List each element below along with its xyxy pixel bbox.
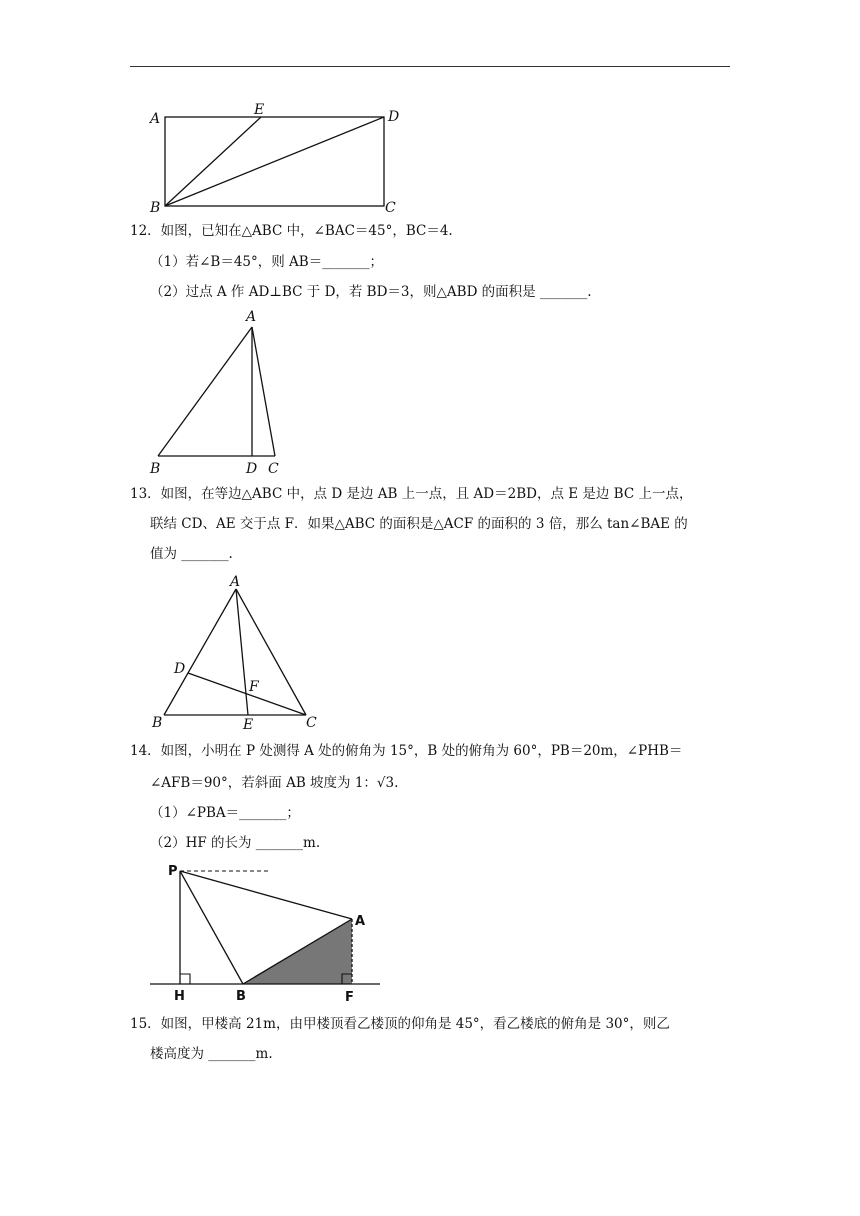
label-A: A (355, 914, 366, 929)
q12-part2: （2）过点 A 作 AD⊥BC 于 D，若 BD＝3，则△ABD 的面积是 _______. (150, 284, 592, 300)
q14-part2: （2）HF 的长为 _______m. (150, 835, 321, 851)
q14-line2: ∠AFB＝90°，若斜面 AB 坡度为 1：√3. (150, 775, 399, 791)
q13-line3: 值为 _______. (150, 546, 233, 562)
equilateral-triangle-figure (140, 572, 330, 732)
label-B: B (150, 461, 161, 477)
label-E: E (243, 717, 254, 732)
q14-line1: 14．如图，小明在 P 处测得 A 处的俯角为 15°，B 处的俯角为 60°，PB＝20m，∠PHB＝ (130, 743, 683, 759)
label-C: C (385, 200, 396, 216)
label-D: D (246, 461, 258, 477)
label-A: A (150, 111, 161, 127)
slope-figure (140, 856, 390, 1006)
label-C: C (306, 715, 317, 731)
q12-part1: （1）若∠B＝45°，则 AB＝_______； (150, 254, 383, 270)
rectangle-figure (140, 96, 410, 218)
label-B: B (150, 200, 161, 216)
label-F: F (345, 990, 354, 1005)
label-E: E (254, 102, 265, 118)
label-D: D (388, 109, 400, 125)
label-C: C (268, 461, 279, 477)
label-B: B (152, 715, 163, 731)
label-D: D (174, 661, 186, 677)
label-H: H (174, 989, 185, 1004)
q15-line1: 15．如图，甲楼高 21m，由甲楼顶看乙楼顶的仰角是 45°，看乙楼底的俯角是 30°，则乙 (130, 1016, 670, 1032)
q15-line2: 楼高度为 _______m. (150, 1046, 273, 1062)
q12-stem: 12．如图，已知在△ABC 中，∠BAC＝45°，BC＝4. (130, 223, 453, 239)
q13-line2: 联结 CD、AE 交于点 F．如果△ABC 的面积是△ACF 的面积的 3 倍，那么 tan∠BAE 的 (150, 516, 688, 532)
label-P: P (168, 864, 178, 879)
q14-part1: （1）∠PBA＝_______； (150, 805, 300, 821)
header-rule (130, 66, 730, 67)
label-F: F (249, 679, 259, 695)
label-A: A (230, 574, 241, 590)
label-B: B (236, 989, 246, 1004)
triangle-abc-figure (140, 306, 300, 478)
label-A: A (246, 309, 257, 325)
q13-line1: 13．如图，在等边△ABC 中，点 D 是边 AB 上一点，且 AD＝2BD，点 E 是边 BC 上一点， (130, 486, 693, 502)
